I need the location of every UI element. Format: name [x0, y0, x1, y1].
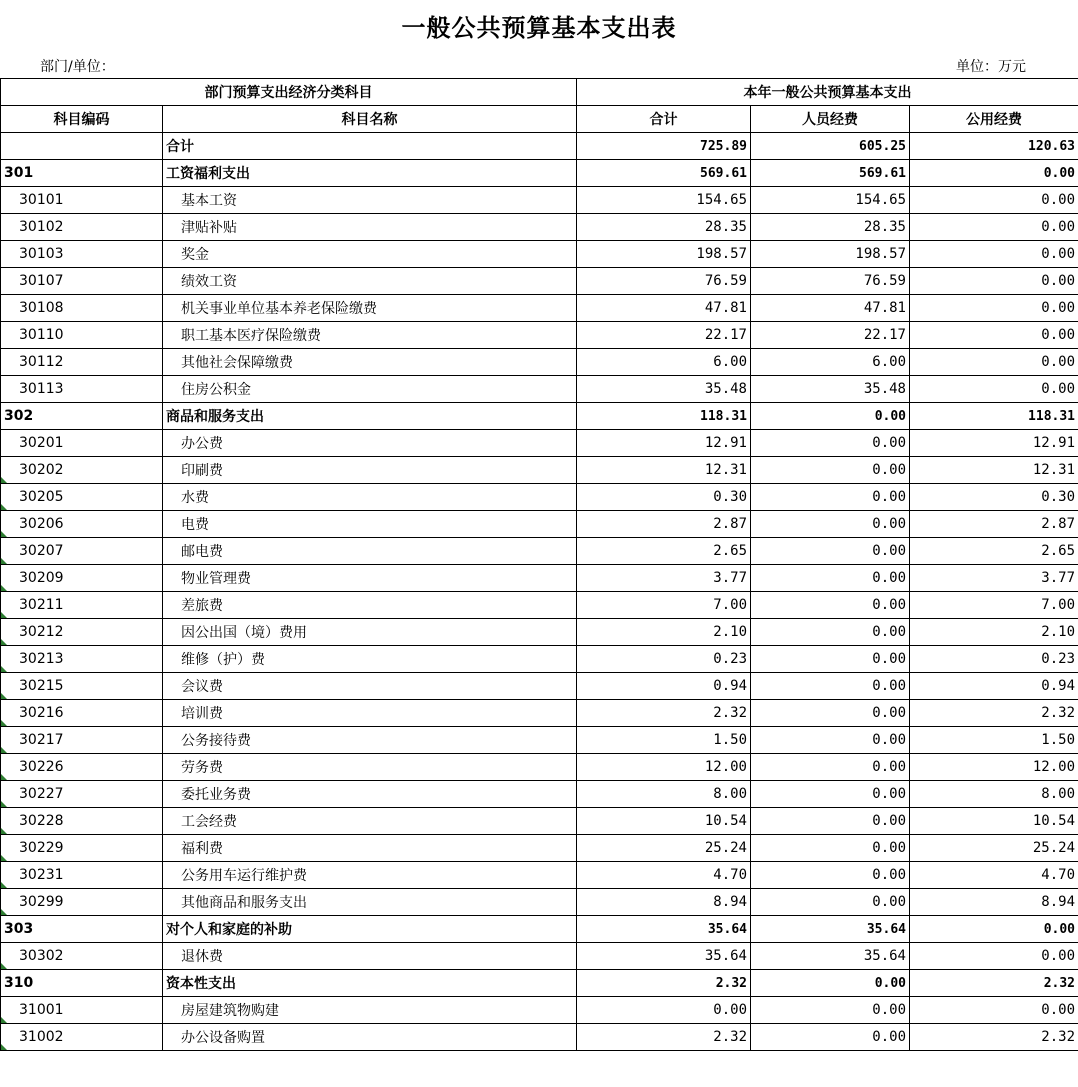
row-personnel: 47.81	[751, 295, 910, 322]
row-name: 房屋建筑物购建	[163, 997, 577, 1024]
table-row	[1, 781, 1078, 808]
row-name: 资本性支出	[163, 970, 577, 997]
row-code: 30102	[1, 214, 163, 241]
row-code: 30215	[1, 673, 163, 700]
row-public: 0.00	[910, 268, 1078, 295]
row-code: 30110	[1, 322, 163, 349]
table-row	[1, 673, 1078, 700]
row-public: 0.00	[910, 943, 1078, 970]
row-personnel: 0.00	[751, 673, 910, 700]
row-public: 3.77	[910, 565, 1078, 592]
row-code: 30201	[1, 430, 163, 457]
row-personnel: 0.00	[751, 484, 910, 511]
row-public: 8.94	[910, 889, 1078, 916]
row-public: 12.00	[910, 754, 1078, 781]
row-personnel: 0.00	[751, 646, 910, 673]
row-total: 12.00	[577, 754, 751, 781]
row-personnel: 0.00	[751, 781, 910, 808]
row-name: 合计	[163, 133, 577, 160]
row-name: 差旅费	[163, 592, 577, 619]
row-total: 6.00	[577, 349, 751, 376]
row-name: 公务用车运行维护费	[163, 862, 577, 889]
row-code: 30206	[1, 511, 163, 538]
row-name: 绩效工资	[163, 268, 577, 295]
row-public: 0.00	[910, 322, 1078, 349]
row-code: 30205	[1, 484, 163, 511]
row-public: 0.00	[910, 916, 1078, 943]
row-name: 劳务费	[163, 754, 577, 781]
dept-label: 部门/单位：	[40, 59, 115, 75]
table-row	[1, 295, 1078, 322]
row-personnel: 0.00	[751, 835, 910, 862]
row-code: 30229	[1, 835, 163, 862]
row-code: 30103	[1, 241, 163, 268]
column-header-personnel: 人员经费	[751, 106, 910, 133]
table-row	[1, 808, 1078, 835]
table-row	[1, 376, 1078, 403]
row-code: 30107	[1, 268, 163, 295]
row-public: 0.30	[910, 484, 1078, 511]
row-name: 其他社会保障缴费	[163, 349, 577, 376]
table-row	[1, 835, 1078, 862]
row-code: 30211	[1, 592, 163, 619]
row-total: 198.57	[577, 241, 751, 268]
row-personnel: 0.00	[751, 457, 910, 484]
row-personnel: 0.00	[751, 889, 910, 916]
row-code: 31001	[1, 997, 163, 1024]
row-name: 公务接待费	[163, 727, 577, 754]
table-row	[1, 187, 1078, 214]
row-personnel: 0.00	[751, 862, 910, 889]
row-code: 30113	[1, 376, 163, 403]
row-personnel: 198.57	[751, 241, 910, 268]
table-row	[1, 268, 1078, 295]
row-personnel: 0.00	[751, 511, 910, 538]
table-row	[1, 511, 1078, 538]
row-name: 办公费	[163, 430, 577, 457]
row-public: 120.63	[910, 133, 1078, 160]
row-name: 水费	[163, 484, 577, 511]
row-public: 10.54	[910, 808, 1078, 835]
row-total: 7.00	[577, 592, 751, 619]
row-public: 8.00	[910, 781, 1078, 808]
row-personnel: 605.25	[751, 133, 910, 160]
row-total: 35.64	[577, 943, 751, 970]
row-personnel: 0.00	[751, 1024, 910, 1051]
row-name: 委托业务费	[163, 781, 577, 808]
row-personnel: 35.64	[751, 943, 910, 970]
row-code: 30228	[1, 808, 163, 835]
table-row	[1, 484, 1078, 511]
row-code: 301	[1, 160, 163, 187]
row-name: 维修（护）费	[163, 646, 577, 673]
row-public: 0.00	[910, 295, 1078, 322]
column-header-row	[1, 106, 1078, 133]
table-row	[1, 322, 1078, 349]
row-code: 30212	[1, 619, 163, 646]
table-row	[1, 538, 1078, 565]
budget-table	[0, 78, 1078, 1051]
row-name: 奖金	[163, 241, 577, 268]
row-code: 30226	[1, 754, 163, 781]
column-header-total: 合计	[577, 106, 751, 133]
row-total: 25.24	[577, 835, 751, 862]
row-public: 12.31	[910, 457, 1078, 484]
group-header-classification: 部门预算支出经济分类科目	[1, 79, 577, 106]
row-public: 2.87	[910, 511, 1078, 538]
row-personnel: 0.00	[751, 538, 910, 565]
row-public: 25.24	[910, 835, 1078, 862]
row-public: 0.00	[910, 997, 1078, 1024]
row-name: 津贴补贴	[163, 214, 577, 241]
page-title: 一般公共预算基本支出表	[401, 13, 677, 42]
row-total: 22.17	[577, 322, 751, 349]
row-personnel: 154.65	[751, 187, 910, 214]
row-personnel: 0.00	[751, 592, 910, 619]
table-row	[1, 916, 1078, 943]
row-personnel: 0.00	[751, 565, 910, 592]
row-personnel: 76.59	[751, 268, 910, 295]
row-public: 2.32	[910, 700, 1078, 727]
row-total: 76.59	[577, 268, 751, 295]
table-row	[1, 727, 1078, 754]
column-header-code: 科目编码	[1, 106, 163, 133]
row-total: 2.65	[577, 538, 751, 565]
table-row	[1, 214, 1078, 241]
row-total: 35.64	[577, 916, 751, 943]
row-personnel: 0.00	[751, 997, 910, 1024]
row-name: 培训费	[163, 700, 577, 727]
row-public: 0.94	[910, 673, 1078, 700]
row-personnel: 6.00	[751, 349, 910, 376]
row-name: 因公出国（境）费用	[163, 619, 577, 646]
row-public: 12.91	[910, 430, 1078, 457]
row-total: 4.70	[577, 862, 751, 889]
row-total: 47.81	[577, 295, 751, 322]
row-personnel: 0.00	[751, 808, 910, 835]
row-total: 8.94	[577, 889, 751, 916]
row-code: 30209	[1, 565, 163, 592]
row-name: 商品和服务支出	[163, 403, 577, 430]
row-personnel: 0.00	[751, 403, 910, 430]
row-personnel: 0.00	[751, 727, 910, 754]
table-row	[1, 565, 1078, 592]
row-total: 0.30	[577, 484, 751, 511]
row-name: 对个人和家庭的补助	[163, 916, 577, 943]
row-code: 30207	[1, 538, 163, 565]
row-total: 28.35	[577, 214, 751, 241]
row-name: 办公设备购置	[163, 1024, 577, 1051]
table-row	[1, 1024, 1078, 1051]
row-name: 其他商品和服务支出	[163, 889, 577, 916]
row-name: 基本工资	[163, 187, 577, 214]
row-total: 118.31	[577, 403, 751, 430]
row-code: 30302	[1, 943, 163, 970]
row-total: 35.48	[577, 376, 751, 403]
row-total: 0.23	[577, 646, 751, 673]
row-name: 会议费	[163, 673, 577, 700]
table-row	[1, 862, 1078, 889]
row-name: 住房公积金	[163, 376, 577, 403]
table-row	[1, 943, 1078, 970]
table-row	[1, 457, 1078, 484]
row-code	[1, 133, 163, 160]
row-total: 12.91	[577, 430, 751, 457]
table-row	[1, 700, 1078, 727]
table-row	[1, 403, 1078, 430]
table-row	[1, 754, 1078, 781]
row-public: 1.50	[910, 727, 1078, 754]
row-public: 4.70	[910, 862, 1078, 889]
table-row	[1, 241, 1078, 268]
row-name: 职工基本医疗保险缴费	[163, 322, 577, 349]
row-total: 2.10	[577, 619, 751, 646]
row-public: 0.00	[910, 376, 1078, 403]
row-public: 7.00	[910, 592, 1078, 619]
table-row	[1, 133, 1078, 160]
row-personnel: 28.35	[751, 214, 910, 241]
table-row	[1, 160, 1078, 187]
row-name: 福利费	[163, 835, 577, 862]
row-public: 2.10	[910, 619, 1078, 646]
group-header-expenditure: 本年一般公共预算基本支出	[577, 79, 1078, 106]
table-row	[1, 889, 1078, 916]
row-total: 0.94	[577, 673, 751, 700]
row-name: 退休费	[163, 943, 577, 970]
table-row	[1, 997, 1078, 1024]
row-code: 30231	[1, 862, 163, 889]
row-public: 0.00	[910, 214, 1078, 241]
row-name: 工会经费	[163, 808, 577, 835]
row-personnel: 22.17	[751, 322, 910, 349]
row-code: 31002	[1, 1024, 163, 1051]
row-personnel: 0.00	[751, 754, 910, 781]
row-code: 30108	[1, 295, 163, 322]
row-public: 0.00	[910, 349, 1078, 376]
table-row	[1, 970, 1078, 997]
row-name: 机关事业单位基本养老保险缴费	[163, 295, 577, 322]
row-code: 30101	[1, 187, 163, 214]
row-total: 2.32	[577, 1024, 751, 1051]
row-code: 30216	[1, 700, 163, 727]
row-public: 118.31	[910, 403, 1078, 430]
row-total: 569.61	[577, 160, 751, 187]
row-name: 电费	[163, 511, 577, 538]
row-code: 303	[1, 916, 163, 943]
row-public: 0.23	[910, 646, 1078, 673]
row-name: 工资福利支出	[163, 160, 577, 187]
row-total: 2.32	[577, 970, 751, 997]
row-code: 30202	[1, 457, 163, 484]
row-name: 印刷费	[163, 457, 577, 484]
row-code: 310	[1, 970, 163, 997]
row-total: 1.50	[577, 727, 751, 754]
row-name: 物业管理费	[163, 565, 577, 592]
row-code: 30299	[1, 889, 163, 916]
column-header-name: 科目名称	[163, 106, 577, 133]
row-total: 2.87	[577, 511, 751, 538]
table-body	[1, 133, 1078, 1051]
column-header-public: 公用经费	[910, 106, 1078, 133]
row-personnel: 35.64	[751, 916, 910, 943]
row-total: 725.89	[577, 133, 751, 160]
row-code: 30213	[1, 646, 163, 673]
row-personnel: 0.00	[751, 619, 910, 646]
row-public: 0.00	[910, 187, 1078, 214]
row-total: 2.32	[577, 700, 751, 727]
table-row	[1, 349, 1078, 376]
row-code: 30217	[1, 727, 163, 754]
row-total: 12.31	[577, 457, 751, 484]
row-personnel: 0.00	[751, 700, 910, 727]
row-code: 302	[1, 403, 163, 430]
row-public: 0.00	[910, 241, 1078, 268]
row-code: 30227	[1, 781, 163, 808]
row-total: 8.00	[577, 781, 751, 808]
table-row	[1, 592, 1078, 619]
row-personnel: 35.48	[751, 376, 910, 403]
row-total: 10.54	[577, 808, 751, 835]
row-total: 3.77	[577, 565, 751, 592]
group-header-row	[1, 79, 1078, 106]
row-personnel: 0.00	[751, 430, 910, 457]
row-public: 2.32	[910, 970, 1078, 997]
unit-label: 单位：万元	[956, 59, 1026, 75]
table-row	[1, 619, 1078, 646]
row-public: 2.65	[910, 538, 1078, 565]
row-public: 0.00	[910, 160, 1078, 187]
row-personnel: 569.61	[751, 160, 910, 187]
row-personnel: 0.00	[751, 970, 910, 997]
row-total: 154.65	[577, 187, 751, 214]
row-code: 30112	[1, 349, 163, 376]
row-total: 0.00	[577, 997, 751, 1024]
row-name: 邮电费	[163, 538, 577, 565]
row-public: 2.32	[910, 1024, 1078, 1051]
table-row	[1, 430, 1078, 457]
table-row	[1, 646, 1078, 673]
